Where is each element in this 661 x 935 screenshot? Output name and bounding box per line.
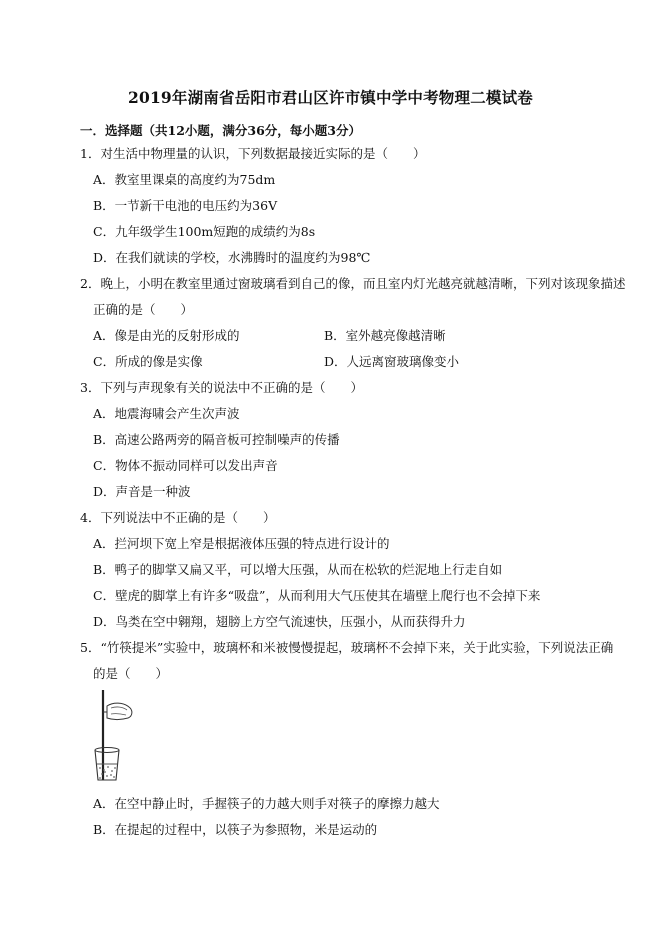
chopstick-rice-illustration bbox=[93, 688, 141, 784]
question-3-option-a[interactable]: A．地震海啸会产生次声波 bbox=[93, 406, 240, 421]
question-5-option-b[interactable]: B．在提起的过程中，以筷子为参照物，米是运动的 bbox=[93, 822, 378, 837]
question-2-stem: 2．晚上，小明在教室里通过窗玻璃看到自己的像，而且室内灯光越亮就越清晰，下列对该现象描述 bbox=[80, 276, 626, 291]
question-2-option-c[interactable]: C．所成的像是实像 bbox=[93, 354, 203, 369]
question-4-option-b[interactable]: B．鸭子的脚掌又扁又平，可以增大压强，从而在松软的烂泥地上行走自如 bbox=[93, 562, 503, 577]
question-2-option-a[interactable]: A．像是由光的反射形成的 bbox=[93, 328, 240, 343]
section-heading: 一．选择题（共12小题，满分36分，每小题3分） bbox=[80, 123, 361, 138]
question-4-option-a[interactable]: A．拦河坝下宽上窄是根据液体压强的特点进行设计的 bbox=[93, 536, 390, 551]
question-4-option-d[interactable]: D．鸟类在空中翱翔，翅膀上方空气流速快，压强小，从而获得升力 bbox=[93, 614, 466, 629]
question-5-stem-continued: 的是（ ） bbox=[93, 666, 169, 681]
question-4-option-c[interactable]: C．壁虎的脚掌上有许多“吸盘”，从而利用大气压使其在墙壁上爬行也不会掉下来 bbox=[93, 588, 541, 603]
question-4-stem: 4．下列说法中不正确的是（ ） bbox=[80, 510, 276, 525]
question-2-option-b[interactable]: B．室外越亮像越清晰 bbox=[324, 328, 446, 343]
question-1-option-c[interactable]: C．九年级学生100m短跑的成绩约为8s bbox=[93, 224, 316, 239]
question-2-option-d[interactable]: D．人远离窗玻璃像变小 bbox=[324, 354, 460, 369]
chopstick-rice-figure bbox=[93, 688, 141, 784]
question-1-option-b[interactable]: B．一节新干电池的电压约为36V bbox=[93, 198, 278, 213]
exam-title: 2019年湖南省岳阳市君山区许市镇中学中考物理二模试卷 bbox=[127, 88, 534, 107]
question-2-stem-continued: 正确的是（ ） bbox=[93, 302, 194, 317]
question-3-option-b[interactable]: B．高速公路两旁的隔音板可控制噪声的传播 bbox=[93, 432, 340, 447]
question-3-option-c[interactable]: C．物体不振动同样可以发出声音 bbox=[93, 458, 278, 473]
question-1-stem: 1．对生活中物理量的认识，下列数据最接近实际的是（ ） bbox=[80, 146, 426, 161]
question-3-stem: 3．下列与声现象有关的说法中不正确的是（ ） bbox=[80, 380, 363, 395]
question-3-option-d[interactable]: D．声音是一种波 bbox=[93, 484, 191, 499]
question-1-option-d[interactable]: D．在我们就读的学校，水沸腾时的温度约为98℃ bbox=[93, 250, 371, 265]
question-5-stem: 5．“竹筷提米”实验中，玻璃杯和米被慢慢提起，玻璃杯不会掉下来，关于此实验，下列说法正确 bbox=[80, 640, 614, 655]
question-5-option-a[interactable]: A．在空中静止时，手握筷子的力越大则手对筷子的摩擦力越大 bbox=[93, 796, 440, 811]
question-1-option-a[interactable]: A．教室里课桌的高度约为75dm bbox=[93, 172, 276, 187]
